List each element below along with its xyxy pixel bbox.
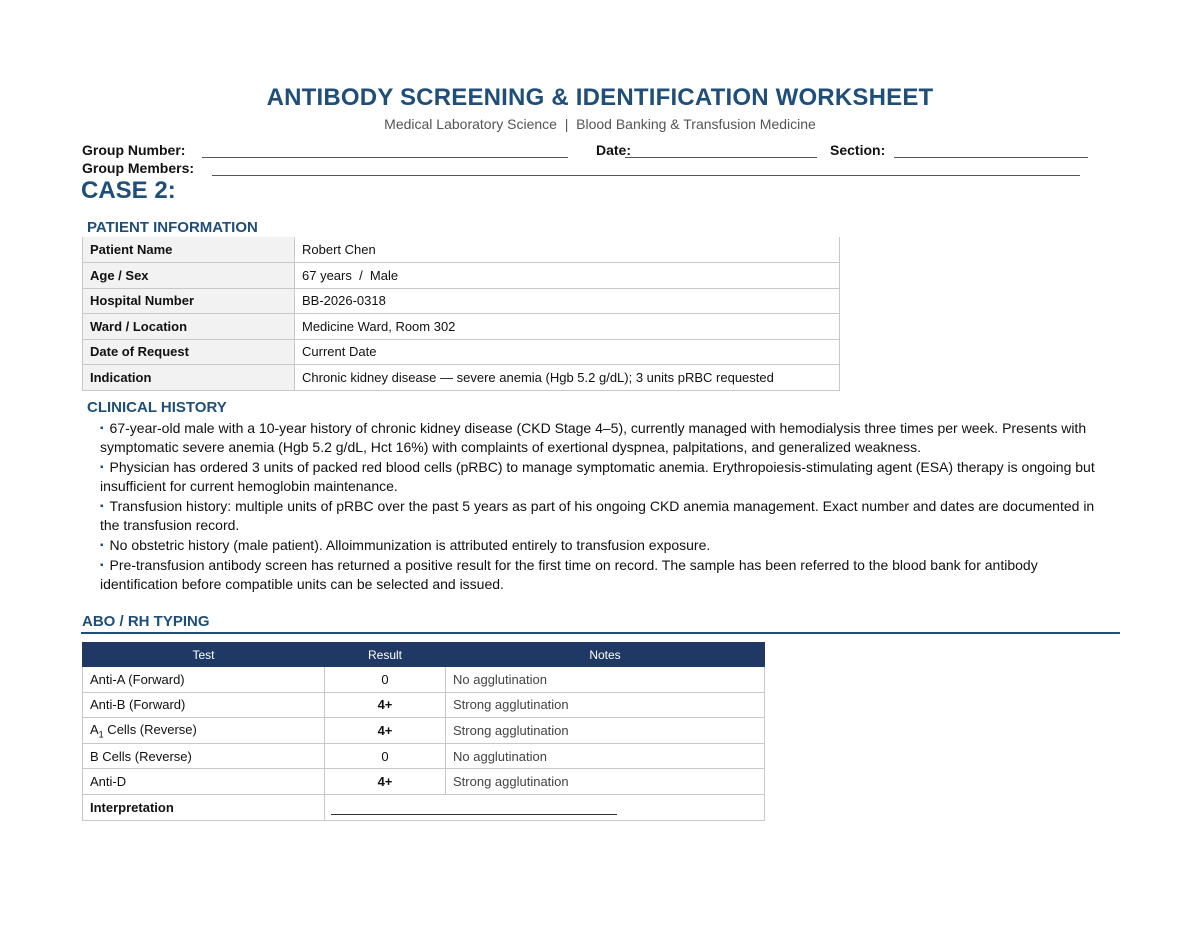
group-number-label: Group Number: [82,142,186,158]
ward-location-label: Ward / Location [83,314,295,340]
test-cell: Anti-D [83,769,325,795]
date-label: Date: [596,142,632,158]
patient-info-heading: PATIENT INFORMATION [87,219,258,236]
bullet-icon: ▪ [100,462,104,473]
column-header-notes: Notes [446,643,765,667]
interpretation-field[interactable] [331,800,617,815]
group-members-label: Group Members: [82,160,195,176]
bullet-icon: ▪ [100,560,104,571]
notes-cell: Strong agglutination [446,718,765,744]
hospital-number-label: Hospital Number [83,288,295,314]
date-field[interactable] [625,157,817,158]
notes-cell: No agglutination [446,667,765,693]
table-row [83,667,765,693]
result-cell: 4+ [325,769,446,795]
hospital-number-value: BB-2026-0318 [295,288,840,314]
date-of-request-label: Date of Request [83,339,295,365]
patient-info-table [82,237,840,391]
table-row [83,339,840,365]
list-item: ▪ Pre-transfusion antibody screen has returned a positive result for the first time on record. The sample has been referred to the blood bank for antibody identification before compatible units can be selected and issued. [100,557,1038,592]
section-divider [81,632,1120,634]
bullet-icon: ▪ [100,540,104,551]
result-cell: 4+ [325,692,446,718]
table-row [83,692,765,718]
bullet-icon: ▪ [100,501,104,512]
table-row [83,743,765,769]
clinical-history-list [100,419,1110,595]
table-row [83,288,840,314]
list-item: ▪ Transfusion history: multiple units of pRBC over the past 5 years as part of his ongoing CKD anemia management. Exact number and dates are documented in the transfusion record. [100,498,1095,533]
worksheet-subtitle: Medical Laboratory Science | Blood Banking & Transfusion Medicine [384,116,816,132]
notes-cell: No agglutination [446,743,765,769]
table-row [83,794,765,820]
patient-name-value: Robert Chen [295,237,840,263]
bullet-icon: ▪ [100,423,104,434]
group-number-field[interactable] [202,157,568,158]
worksheet-title: ANTIBODY SCREENING & IDENTIFICATION WORKSHEET [266,84,934,111]
abo-rh-heading: ABO / RH TYPING [82,613,210,630]
notes-cell: Strong agglutination [446,692,765,718]
abo-rh-table [82,642,765,821]
result-cell: 0 [325,743,446,769]
notes-cell: Strong agglutination [446,769,765,795]
result-cell: 4+ [325,718,446,744]
indication-label: Indication [83,365,295,391]
table-row [83,263,840,289]
table-row [83,718,765,744]
table-row [83,769,765,795]
test-cell: Anti-B (Forward) [83,692,325,718]
date-of-request-value: Current Date [295,339,840,365]
age-sex-value: 67 years / Male [295,263,840,289]
ward-location-value: Medicine Ward, Room 302 [295,314,840,340]
clinical-history-heading: CLINICAL HISTORY [87,399,227,416]
interpretation-cell [325,794,765,820]
interpretation-label: Interpretation [83,794,325,820]
section-field[interactable] [894,157,1088,158]
case-title: CASE 2: [81,177,176,204]
test-cell: $A_1$ Cells (Reverse) [83,718,325,744]
patient-name-label: Patient Name [83,237,295,263]
section-label: Section: [830,142,886,158]
indication-value: Chronic kidney disease — severe anemia (Hgb 5.2 g/dL); 3 units pRBC requested [295,365,840,391]
list-item: ▪ Physician has ordered 3 units of packed red blood cells (pRBC) to manage symptomatic anemia. Erythropoiesis-stimulating agent (ESA) therapy is ongoing but insufficient for current hemoglobin maintenance. [100,459,1095,494]
test-cell: B Cells (Reverse) [83,743,325,769]
group-members-field[interactable] [212,175,1080,176]
table-row [83,237,840,263]
test-cell: Anti-A (Forward) [83,667,325,693]
table-row [83,314,840,340]
table-row [83,365,840,391]
result-cell: 0 [325,667,446,693]
list-item: ▪ 67-year-old male with a 10-year history of chronic kidney disease (CKD Stage 4–5), currently managed with hemodialysis three times per week. Presents with symptomatic severe anemia (Hgb 5.2 g/dL, Hct 16%) with complaints of exertional dyspnea, palpitations, and generalized weakness. [100,420,1087,455]
age-sex-label: Age / Sex [83,263,295,289]
list-item: ▪ No obstetric history (male patient). Alloimmunization is attributed entirely to transfusion exposure. [100,537,711,553]
column-header-result: Result [325,643,446,667]
column-header-test: Test [83,643,325,667]
